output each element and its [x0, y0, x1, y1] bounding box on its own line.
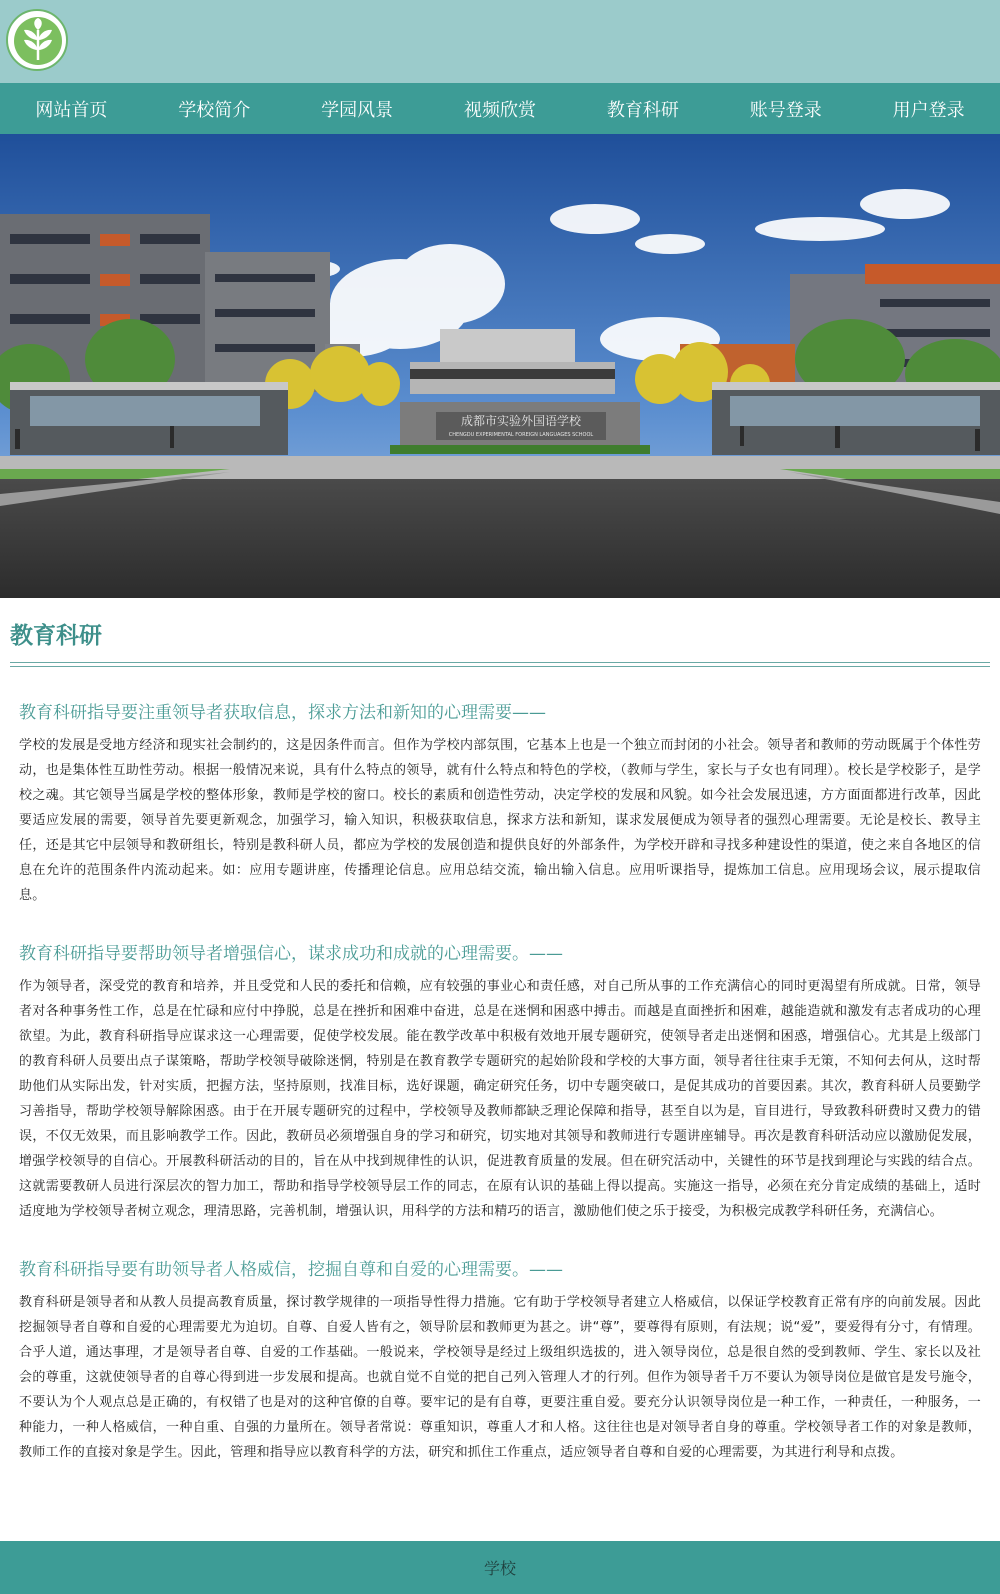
site-header: [0, 0, 1000, 83]
article-body: 作为领导者，深受党的教育和培养，并且受党和人民的委托和信赖，应有较强的事业心和责任感，对自己所从事的工作充满信心的同时更渴望有所成就。日常，领导者对各种事务性工作，总是在忙碌和应付中挣脱，总是在挫折和困难中奋进，总是在迷惘和困惑中搏击。而越是直面挫折和困难，越能造就和激发有志者成功的心理欲望。为此，教育科研指导应谋求这一心理需要，促使学校发展。能在教学改革中积极有效地开展专题研究，使领导者走出迷惘和困惑，增强信心。尤其是上级部门的教育科研人员要出点子谋策略，帮助学校领导破除迷惘，特别是在教育教学专题研究的起始阶段和学校的大事方面，领导者往往束手无策，不知何去何从，这时帮助他们从实际出发，针对实质，把握方法，坚持原则，找准目标，选好课题，确定研究任务，切中专题突破口，是促其成功的首要因素。其次，教育科研人员要勤学习善指导，帮助学校领导解除困惑。由于在开展专题研究的过程中，学校领导及教师都缺乏理论保障和指导，甚至自以为是，盲目进行，导致教科研费时又费力的错误，不仅无效果，而且影响教学工作。因此，教研员必须增强自身的学习和研究，切实地对其领导和教师进行专题讲座辅导。再次是教育科研活动应以激励促发展，增强学校领导的自信心。开展教科研活动的目的，旨在从中找到规律性的认识，促进教育质量的发展。但在研究活动中，关键性的环节是找到理论与实践的结合点。这就需要教研人员进行深层次的智力加工，帮助和指导学校领导层工作的同志，在原有认识的基础上得以提高。实施这一指导，必须在充分肯定成绩的基础上，适时适度地为学校领导者树立观念，理清思路，完善机制，增强认识，用科学的方法和精巧的语言，激励他们使之乐于接受，为积极完成教学科研任务，充满信心。: [19, 979, 981, 1219]
school-sign-text: 成都市实验外国语学校: [460, 414, 582, 428]
article-1: [0, 701, 1000, 908]
nav-item-campus-scenery[interactable]: 学园风景: [321, 99, 394, 121]
sprout-leaf-icon: [13, 16, 63, 66]
nav-item-account-login[interactable]: 账号登录: [749, 99, 822, 121]
footer-text: 学校: [483, 1559, 516, 1578]
article-3: [0, 1258, 1000, 1465]
campus-banner-image: [0, 134, 1000, 598]
article-body: 教育科研是领导者和从教人员提高教育质量，探讨教学规律的一项指导性得力措施。它有助于学校领导者建立人格威信，以保证学校教育正常有序的向前发展。因此挖掘领导者自尊和自爱的心理需要尤为迫切。自尊、自爱人皆有之，领导阶层和教师更为甚之。讲“尊”，要尊得有原则，有法规；说“爱”，要爱得有分寸，有情理。合乎人道，通达事理，才是领导者自尊、自爱的工作基础。一般说来，学校领导是经过上级组织选拔的，进入领导岗位，总是很自然的受到教师、学生、家长以及社会的尊重，这就使领导者的自尊心得到进一步发展和提高。也就自觉不自觉的把自己列入管理人才的行列。但作为领导者千万不要认为领导岗位是做官是发号施令，不要认为个人观点总是正确的，有权错了也是对的这种官僚的自尊。要牢记的是有自尊，更要注重自爱。要充分认识领导岗位是一种工作，一种责任，一种服务，一种能力，一种人格威信，一种自重、自强的力量所在。领导者常说：尊重知识，尊重人才和人格。这往往也是对领导者自身的尊重。学校领导者工作的对象是教师，教师工作的直接对象是学生。因此，管理和指导应以教育科学的方法，研究和抓住工作重点，适应领导者自尊和自爱的心理需要，为其进行利导和点拨。: [19, 1295, 981, 1460]
nav-item-home[interactable]: 网站首页: [35, 99, 108, 121]
nav-item-user-login[interactable]: 用户登录: [892, 99, 965, 121]
title-divider: [10, 662, 990, 667]
article-heading[interactable]: 教育科研指导要注重领导者获取信息，探求方法和新知的心理需要——: [19, 703, 546, 723]
article-heading[interactable]: 教育科研指导要有助领导者人格威信，挖掘自尊和自爱的心理需要。——: [19, 1260, 563, 1280]
article-2: [0, 942, 1000, 1224]
school-sign-subtext: CHENGDU EXPERIMENTAL FOREIGN LANGUAGES SCHOOL: [448, 432, 594, 438]
article-body: 学校的发展是受地方经济和现实社会制约的，这是因条件而言。但作为学校内部氛围，它基本上也是一个独立而封闭的小社会。领导者和教师的劳动既属于个体性劳动，也是集体性互助性劳动。根据一般情况来说，具有什么特点的领导，就有什么特点和特色的学校，（教师与学生，家长与子女也有同理）。校长是学校影子，是学校之魂。其它领导当属是学校的整体形象，教师是学校的窗口。校长的素质和创造性劳动，决定学校的发展和风貌。如今社会发展迅速，方方面面都进行改革，因此要适应发展的需要，领导首先要更新观念，加强学习，输入知识，积极获取信息，探求方法和新知，谋求发展便成为领导者的强烈心理需要。无论是校长、教导主任，还是其它中层领导和教研组长，特别是教科研人员，都应为学校的发展创造和提供良好的外部条件，为学校开辟和寻找多种建设性的渠道，使之来自各地区的信息在允许的范围条件内流动起来。如：应用专题讲座，传播理论信息。应用总结交流，输出输入信息。应用听课指导，提炼加工信息。应用现场会议，展示提取信息。: [19, 738, 981, 903]
nav-item-videos[interactable]: 视频欣赏: [464, 99, 536, 121]
nav-item-school-intro[interactable]: 学校简介: [178, 99, 251, 121]
article-heading[interactable]: 教育科研指导要帮助领导者增强信心，谋求成功和成就的心理需要。——: [19, 944, 563, 964]
nav-item-research[interactable]: 教育科研: [606, 99, 679, 121]
main-nav: [0, 83, 1000, 134]
section-heading: [0, 598, 1000, 652]
page-title: 教育科研: [10, 623, 102, 649]
school-logo[interactable]: [6, 9, 68, 71]
site-footer: [0, 1541, 1000, 1594]
